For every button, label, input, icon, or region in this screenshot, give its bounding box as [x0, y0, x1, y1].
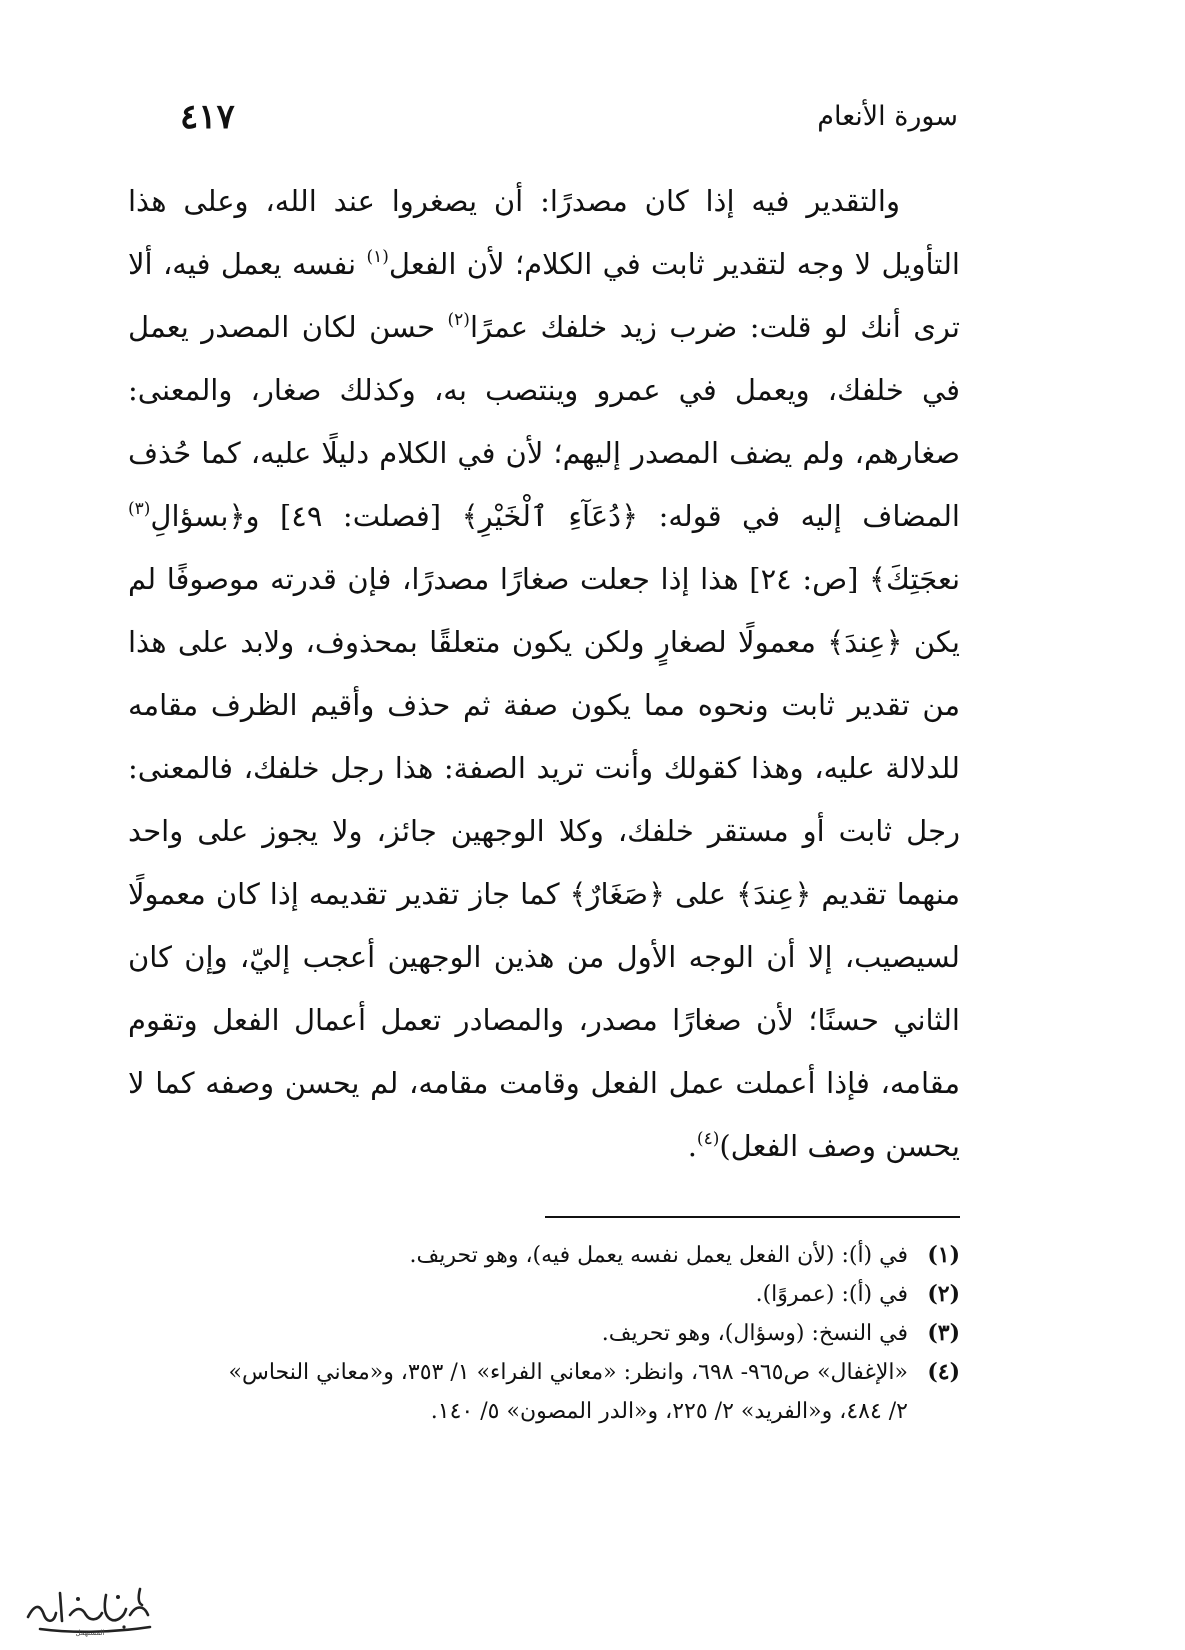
- main-text: [128, 170, 960, 1178]
- footnote-number: (٢): [927, 1281, 960, 1307]
- footnote-number: (٤): [927, 1359, 960, 1385]
- footnote-text: «الإغفال» ص٩٦٥- ٦٩٨، وانظر: «معاني الفراء» ١/ ٣٥٣، و«معاني النحاس»: [228, 1360, 908, 1385]
- footnote-ref-3[interactable]: (٣): [128, 499, 151, 519]
- footnote-ref-4[interactable]: (٤): [696, 1129, 720, 1149]
- surah-title: سورة الأنعام: [817, 101, 958, 132]
- text-segment-5: .: [687, 1129, 697, 1163]
- footnote-text: في النسخ: (وسؤال)، وهو تحريف.: [601, 1321, 908, 1346]
- footnotes: [128, 1236, 960, 1431]
- page-number: ٤١٧: [180, 97, 235, 137]
- footnote-2: [128, 1275, 960, 1314]
- footnote-text: في (أ): (لأن الفعل يعمل نفسه يعمل فيه)، وهو تحريف.: [409, 1243, 908, 1268]
- footnote-1: [128, 1236, 960, 1275]
- footnote-text: في (أ): (عمروًا).: [755, 1282, 908, 1307]
- text-segment-1: والتقدير فيه إذا كان مصدرًا: أن يصغروا عند الله، وعلى هذا التأويل لا وجه لتقدير ثابت في الكلام؛ لأن الفعل: [128, 184, 960, 281]
- calligraphy-logo-icon: [20, 1575, 160, 1637]
- page-header: [128, 95, 958, 145]
- logo-text: المستهمل: [75, 1629, 105, 1637]
- footnote-ref-1[interactable]: (١): [366, 247, 389, 267]
- footnote-ref-2[interactable]: (٢): [447, 310, 470, 330]
- footnote-4: [128, 1353, 960, 1431]
- footnote-separator: [545, 1216, 960, 1218]
- text-segment-3: حسن لكان المصدر يعمل في خلفك، ويعمل في عمرو وينتصب به، وكذلك صغار، والمعنى: صغارهم، ولم يضف المصدر إليهم؛ لأن في الكلام دليلًا عليه، كما حُذف المضاف إليه في قوله: ﴿دُعَآءِ ٱلْخَيْرِ﴾ [فصلت: ٤٩] و﴿بسؤالِ: [128, 310, 960, 533]
- footnote-3: [128, 1314, 960, 1353]
- footnote-number: (٣): [927, 1320, 960, 1346]
- text-segment-2: نفسه يعمل فيه، ألا ترى أنك لو قلت: ضرب زيد خلفك عمرًا: [128, 247, 960, 344]
- footnote-number: (١): [927, 1242, 960, 1268]
- footnote-text-continued: ٢/ ٤٨٤، و«الفريد» ٢/ ٢٢٥، و«الدر المصون» ٥/ ١٤٠.: [430, 1399, 908, 1424]
- text-segment-4: نعجَتِكَ﴾ [ص: ٢٤] هذا إذا جعلت صغارًا مصدرًا، فإن قدرته موصوفًا لم يكن ﴿عِندَ﴾ معمولًا لصغارٍ ولكن يكون متعلقًا بمحذوف، ولابد على هذا من تقدير ثابت ونحوه مما يكون صفة ثم حذف وأقيم الظرف مقامه للدلالة عليه، وهذا كقولك وأنت تريد الصفة: هذا رجل خلفك، فالمعنى: رجل ثابت أو مستقر خلفك، وكلا الوجهين جائز، ولا يجوز على واحد منهما تقديم ﴿عِندَ﴾ على ﴿صَغَارٌ﴾ كما جاز تقدير تقديمه إذا كان معمولًا لسيصيب، إلا أن الوجه الأول من هذين الوجهين أعجب إليّ، وإن كان الثاني حسنًا؛ لأن صغارًا مصدر، والمصادر تعمل أعمال الفعل وتقوم مقامه، فإذا أعملت عمل الفعل وقامت مقامه، لم يحسن وصفه كما لا يحسن وصف الفعل): [128, 562, 961, 1163]
- main-paragraph: [128, 170, 960, 1178]
